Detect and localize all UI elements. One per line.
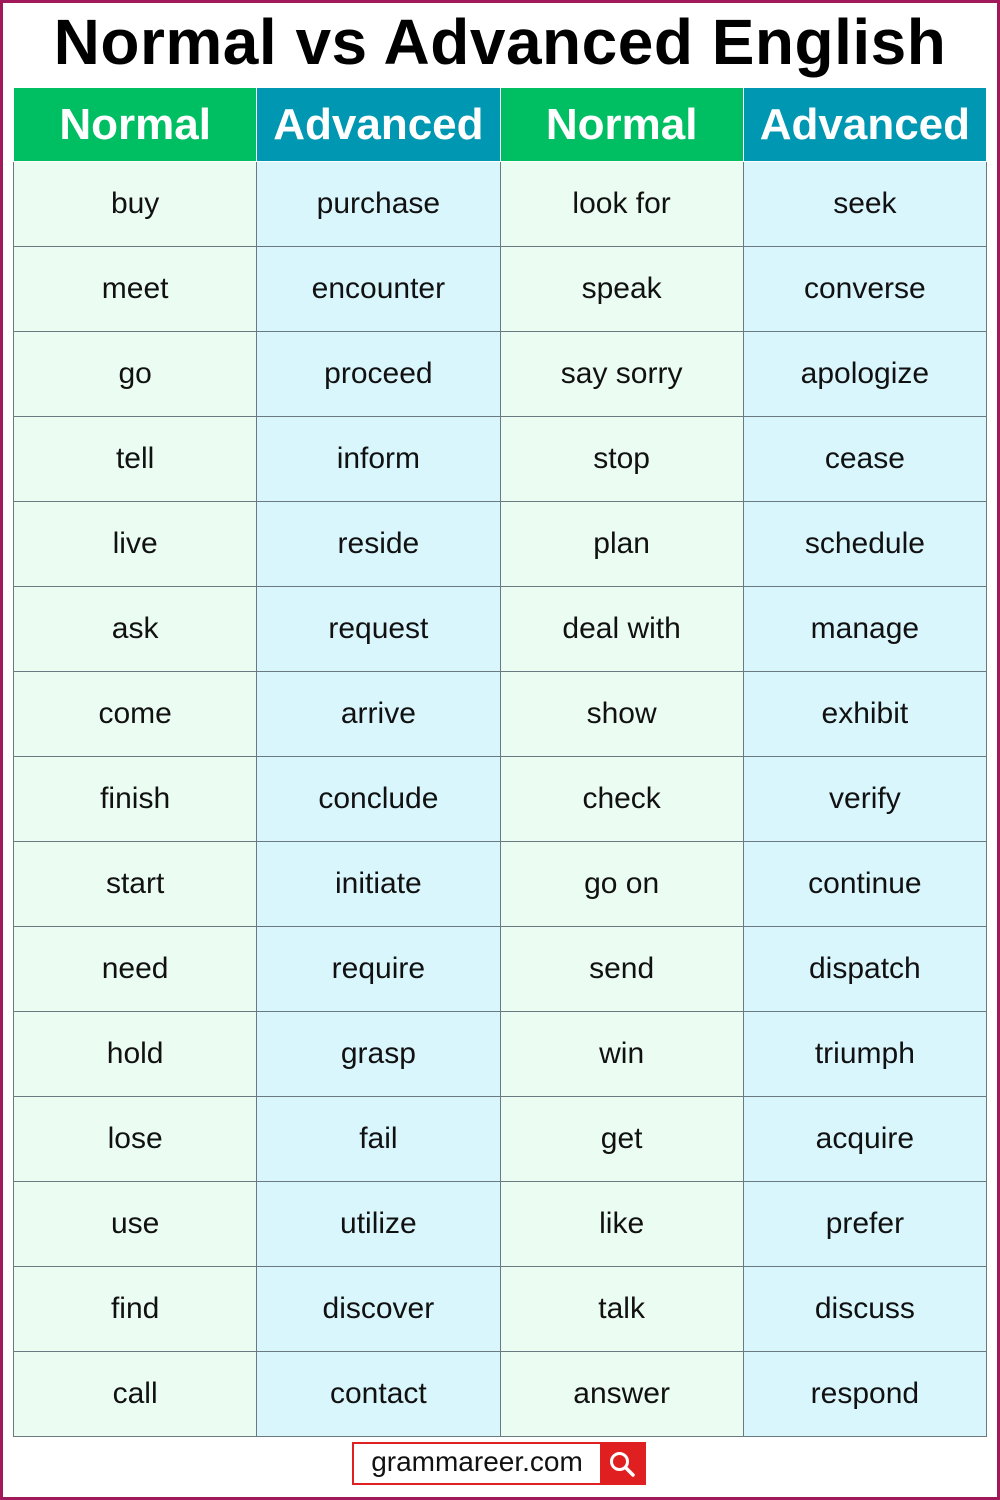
normal-word-cell: tell bbox=[14, 417, 257, 502]
advanced-word-cell: utilize bbox=[257, 1182, 500, 1267]
table-row bbox=[14, 332, 987, 417]
table-row bbox=[14, 247, 987, 332]
normal-word-cell: answer bbox=[500, 1352, 743, 1437]
advanced-word-cell: converse bbox=[743, 247, 986, 332]
table-row bbox=[14, 1267, 987, 1352]
advanced-word-cell: request bbox=[257, 587, 500, 672]
advanced-word-cell: contact bbox=[257, 1352, 500, 1437]
normal-word-cell: hold bbox=[14, 1012, 257, 1097]
normal-word-cell: deal with bbox=[500, 587, 743, 672]
normal-word-cell: stop bbox=[500, 417, 743, 502]
table-row bbox=[14, 672, 987, 757]
normal-word-cell: talk bbox=[500, 1267, 743, 1352]
normal-word-cell: look for bbox=[500, 162, 743, 247]
advanced-word-cell: seek bbox=[743, 162, 986, 247]
normal-word-cell: go bbox=[14, 332, 257, 417]
advanced-word-cell: grasp bbox=[257, 1012, 500, 1097]
table-row bbox=[14, 162, 987, 247]
normal-word-cell: use bbox=[14, 1182, 257, 1267]
normal-word-cell: meet bbox=[14, 247, 257, 332]
normal-word-cell: call bbox=[14, 1352, 257, 1437]
advanced-word-cell: encounter bbox=[257, 247, 500, 332]
table-row bbox=[14, 927, 987, 1012]
table-row bbox=[14, 842, 987, 927]
advanced-word-cell: respond bbox=[743, 1352, 986, 1437]
table-row bbox=[14, 1182, 987, 1267]
advanced-word-cell: dispatch bbox=[743, 927, 986, 1012]
table-row bbox=[14, 757, 987, 842]
normal-word-cell: buy bbox=[14, 162, 257, 247]
advanced-word-cell: purchase bbox=[257, 162, 500, 247]
advanced-word-cell: prefer bbox=[743, 1182, 986, 1267]
normal-word-cell: finish bbox=[14, 757, 257, 842]
normal-word-cell: go on bbox=[500, 842, 743, 927]
advanced-word-cell: conclude bbox=[257, 757, 500, 842]
normal-word-cell: need bbox=[14, 927, 257, 1012]
page-title: Normal vs Advanced English bbox=[53, 6, 947, 78]
advanced-word-cell: schedule bbox=[743, 502, 986, 587]
table-header-row bbox=[14, 88, 987, 162]
table-row bbox=[14, 502, 987, 587]
advanced-word-cell: cease bbox=[743, 417, 986, 502]
normal-word-cell: ask bbox=[14, 587, 257, 672]
normal-word-cell: lose bbox=[14, 1097, 257, 1182]
advanced-word-cell: require bbox=[257, 927, 500, 1012]
normal-word-cell: speak bbox=[500, 247, 743, 332]
normal-word-cell: plan bbox=[500, 502, 743, 587]
normal-word-cell: send bbox=[500, 927, 743, 1012]
advanced-word-cell: manage bbox=[743, 587, 986, 672]
normal-word-cell: like bbox=[500, 1182, 743, 1267]
column-header-advanced: Advanced bbox=[743, 88, 986, 162]
table-row bbox=[14, 1012, 987, 1097]
advanced-word-cell: exhibit bbox=[743, 672, 986, 757]
advanced-word-cell: inform bbox=[257, 417, 500, 502]
advanced-word-cell: fail bbox=[257, 1097, 500, 1182]
normal-word-cell: say sorry bbox=[500, 332, 743, 417]
column-header-normal: Normal bbox=[500, 88, 743, 162]
advanced-word-cell: triumph bbox=[743, 1012, 986, 1097]
advanced-word-cell: continue bbox=[743, 842, 986, 927]
table-row bbox=[14, 1352, 987, 1437]
table-row bbox=[14, 587, 987, 672]
normal-word-cell: live bbox=[14, 502, 257, 587]
column-header-advanced: Advanced bbox=[257, 88, 500, 162]
website-url: grammareer.com bbox=[371, 1446, 583, 1477]
normal-word-cell: get bbox=[500, 1097, 743, 1182]
website-badge[interactable] bbox=[352, 1442, 646, 1485]
table-row bbox=[14, 417, 987, 502]
normal-word-cell: find bbox=[14, 1267, 257, 1352]
normal-word-cell: check bbox=[500, 757, 743, 842]
advanced-word-cell: arrive bbox=[257, 672, 500, 757]
column-header-normal: Normal bbox=[14, 88, 257, 162]
normal-word-cell: start bbox=[14, 842, 257, 927]
table-row bbox=[14, 1097, 987, 1182]
advanced-word-cell: acquire bbox=[743, 1097, 986, 1182]
search-icon bbox=[600, 1444, 644, 1483]
advanced-word-cell: verify bbox=[743, 757, 986, 842]
advanced-word-cell: discover bbox=[257, 1267, 500, 1352]
advanced-word-cell: apologize bbox=[743, 332, 986, 417]
advanced-word-cell: reside bbox=[257, 502, 500, 587]
normal-word-cell: win bbox=[500, 1012, 743, 1097]
normal-word-cell: show bbox=[500, 672, 743, 757]
vocabulary-table bbox=[13, 87, 987, 1437]
normal-word-cell: come bbox=[14, 672, 257, 757]
table-body bbox=[14, 162, 987, 1437]
advanced-word-cell: proceed bbox=[257, 332, 500, 417]
advanced-word-cell: initiate bbox=[257, 842, 500, 927]
advanced-word-cell: discuss bbox=[743, 1267, 986, 1352]
